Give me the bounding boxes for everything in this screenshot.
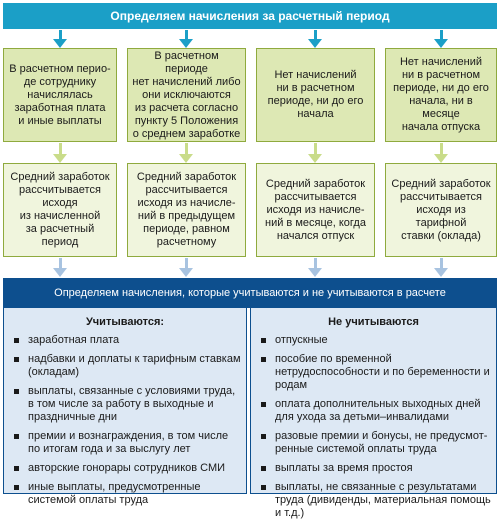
excluded-panel: [250, 308, 497, 519]
bullet-icon: [261, 466, 266, 471]
bullet-icon: [14, 466, 19, 471]
result-box-1: Средний заработок рассчитывается исходя из начисленной за расчетный период: [3, 163, 117, 257]
bottom-title: Определяем начисления, которые учитываются и не учитываются в расчете: [3, 278, 497, 308]
included-title: Учитываются:: [85, 316, 165, 328]
bullet-icon: [14, 485, 19, 490]
bullet-icon: [14, 338, 19, 343]
list-item: премии и вознаграждения, в том числе по итогам года и за выслугу лет: [4, 430, 246, 456]
list-item: пособие по временной нетрудоспособности и по беременности и родам: [251, 353, 496, 392]
list-item: выплаты, связанные с условиями труда, в том числе за работу в выходные и праздничные дни: [4, 385, 246, 424]
list-item: оплата дополнительных выходных дней для ухода за детьми–инвалидами: [251, 398, 496, 424]
list-item: авторские гонорары сотрудников СМИ: [4, 462, 246, 475]
bullet-icon: [261, 357, 266, 362]
list-item: выплаты, не связанные с результатами труда (дивиденды, материальная помощь и т.д.): [251, 481, 496, 520]
bullet-icon: [14, 434, 19, 439]
bullet-icon: [261, 402, 266, 407]
header-title: Определяем начисления за расчетный период: [3, 3, 497, 29]
result-box-3: Средний заработок рассчитывается исходя из начисле- ний в месяце, когда начался отпуск: [256, 163, 375, 257]
list-item: заработная плата: [4, 334, 246, 347]
condition-box-2: В расчетном периоде нет начислений либо они исключаются из расчета согласно пункту 5 Положения о среднем заработке: [127, 48, 246, 142]
list-item: выплаты за время простоя: [251, 462, 496, 475]
condition-box-4: Нет начислений ни в расчетном периоде, ни до его начала, ни в месяце начала отпуска: [385, 48, 497, 142]
bullet-icon: [14, 357, 19, 362]
list-item: надбавки и доплаты к тарифным ставкам (окладам): [4, 353, 246, 379]
result-box-2: Средний заработок рассчитывается исходя из начисле- ний в предыдущем периоде, равном расчетному: [127, 163, 246, 257]
excluded-list: [251, 334, 496, 520]
condition-box-3: Нет начислений ни в расчетном периоде, ни до его начала: [256, 48, 375, 142]
included-list: [4, 334, 246, 507]
bullet-icon: [14, 389, 19, 394]
list-item: разовые премии и бонусы, не предусмот-ренные системой оплаты труда: [251, 430, 496, 456]
list-item: отпускные: [251, 334, 496, 347]
bullet-icon: [261, 485, 266, 490]
bullet-icon: [261, 338, 266, 343]
bullet-icon: [261, 434, 266, 439]
list-item: иные выплаты, предусмотренные системой оплаты труда: [4, 481, 246, 507]
condition-box-1: В расчетном перио- де сотруднику начислялась заработная плата и иные выплаты: [3, 48, 117, 142]
included-panel: [3, 308, 247, 506]
result-box-4: Средний заработок рассчитывается исходя из тарифной ставки (оклада): [385, 163, 497, 257]
excluded-title: Не учитываются: [328, 316, 419, 328]
